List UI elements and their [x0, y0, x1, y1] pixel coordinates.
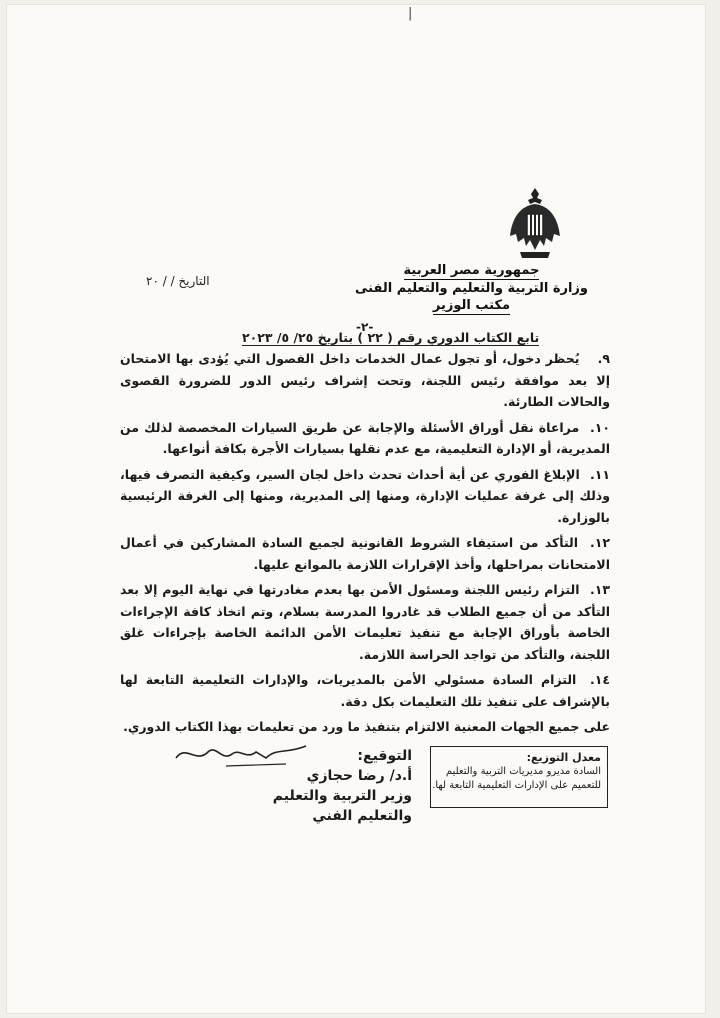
distribution-line: للتعميم على الإدارات التعليمية التابعة لها.	[432, 780, 601, 791]
list-item	[120, 532, 610, 575]
letterhead-office: مكتب الوزير	[432, 298, 511, 313]
eagle-emblem-icon	[506, 184, 564, 264]
ministry-letterhead	[355, 262, 588, 315]
signature-block	[182, 746, 412, 826]
scan-mark: |	[408, 6, 413, 21]
distribution-heading: معدل التوزيع:	[526, 751, 601, 764]
item-text: الإبلاغ الفوري عن أية أحداث تحدث داخل لجان السير، وكيفية التصرف فيها، وذلك إلى غرفة عمليات الإدارة، ومنها إلى المديرية، ومنها إلى الغرفة الرئيسية بالوزارة.	[120, 466, 610, 525]
distribution-box	[430, 746, 608, 808]
item-number: ١١.	[589, 466, 610, 482]
closing-statement: على جميع الجهات المعنية الالتزام بتنفيذ ما ورد من تعليمات بهذا الكتاب الدوري.	[123, 719, 610, 734]
item-text: يُحظر دخول، أو تجول عمال الخدمات داخل الفصول التي يُؤدى بها الامتحان إلا بعد موافقة رئيس اللجنة، وتحت إشراف رئيس الدور للضرورة القصوى والحالات الطارئة.	[120, 351, 610, 409]
signatory-title: وزير التربية والتعليم	[272, 788, 412, 804]
signature-label: التوقيع:	[357, 748, 412, 764]
letterhead-country: جمهورية مصر العربية	[403, 263, 540, 278]
page-number: -٢-	[356, 320, 374, 334]
instructions-list	[120, 348, 610, 738]
list-item	[120, 417, 610, 460]
list-item	[120, 579, 610, 665]
reference-line: تابع الكتاب الدوري رقم ( ٢٢ ) بتاريخ ٢٥/ ٥/ ٢٠٢٣	[242, 330, 540, 345]
item-text: التأكد من استيفاء الشروط القانونية لجميع السادة المشاركين في أعمال الامتحانات بمراحلها، وأخذ الإقرارات اللازمة بالموانع عليها.	[120, 535, 610, 572]
item-text: مراعاة نقل أوراق الأسئلة والإجابة عن طريق السيارات المخصصة لذلك من المديرية، أو الإدارة التعليمية، مع عدم نقلها بسيارات الأجرة بكافة أنواعها.	[120, 419, 610, 456]
item-number: ١٤.	[589, 672, 610, 687]
signatory-title-2: والتعليم الفني	[312, 808, 412, 824]
list-item	[120, 464, 610, 529]
list-item	[120, 669, 610, 712]
item-text: التزام رئيس اللجنة ومسئول الأمن بها بعدم مغادرتها في نهاية اليوم إلا بعد التأكد من أن جميع الطلاب قد غادروا المدرسة بسلام، وتم اتخاذ كافة الإجراءات الخاصة بأوراق الإجابة مع تنفيذ تعليمات الأمن الدائمة الخاصة بإجراءات غلق اللجنة، والتأكد من تواجد الحراسة اللازمة.	[120, 582, 610, 662]
item-text: التزام السادة مسئولي الأمن بالمديريات، والإدارات التعليمية التابعة لها بالإشراف على تنفيذ تلك التعليمات بكل دقة.	[120, 672, 610, 709]
document-page	[6, 4, 706, 1014]
list-item	[120, 348, 610, 413]
item-number: ١٠.	[589, 419, 610, 435]
letterhead-ministry: وزارة التربية والتعليم والتعليم الفنى	[355, 281, 588, 296]
distribution-line: السادة مديرو مديريات التربية والتعليم	[445, 766, 601, 777]
item-number: ١٣.	[589, 582, 610, 597]
signatory-name: أ.د/ رضا حجازي	[306, 768, 412, 784]
item-number: ١٢.	[589, 535, 610, 550]
item-number: ٩.	[597, 351, 610, 366]
date-line: التاريخ / / ٢٠	[146, 274, 210, 288]
